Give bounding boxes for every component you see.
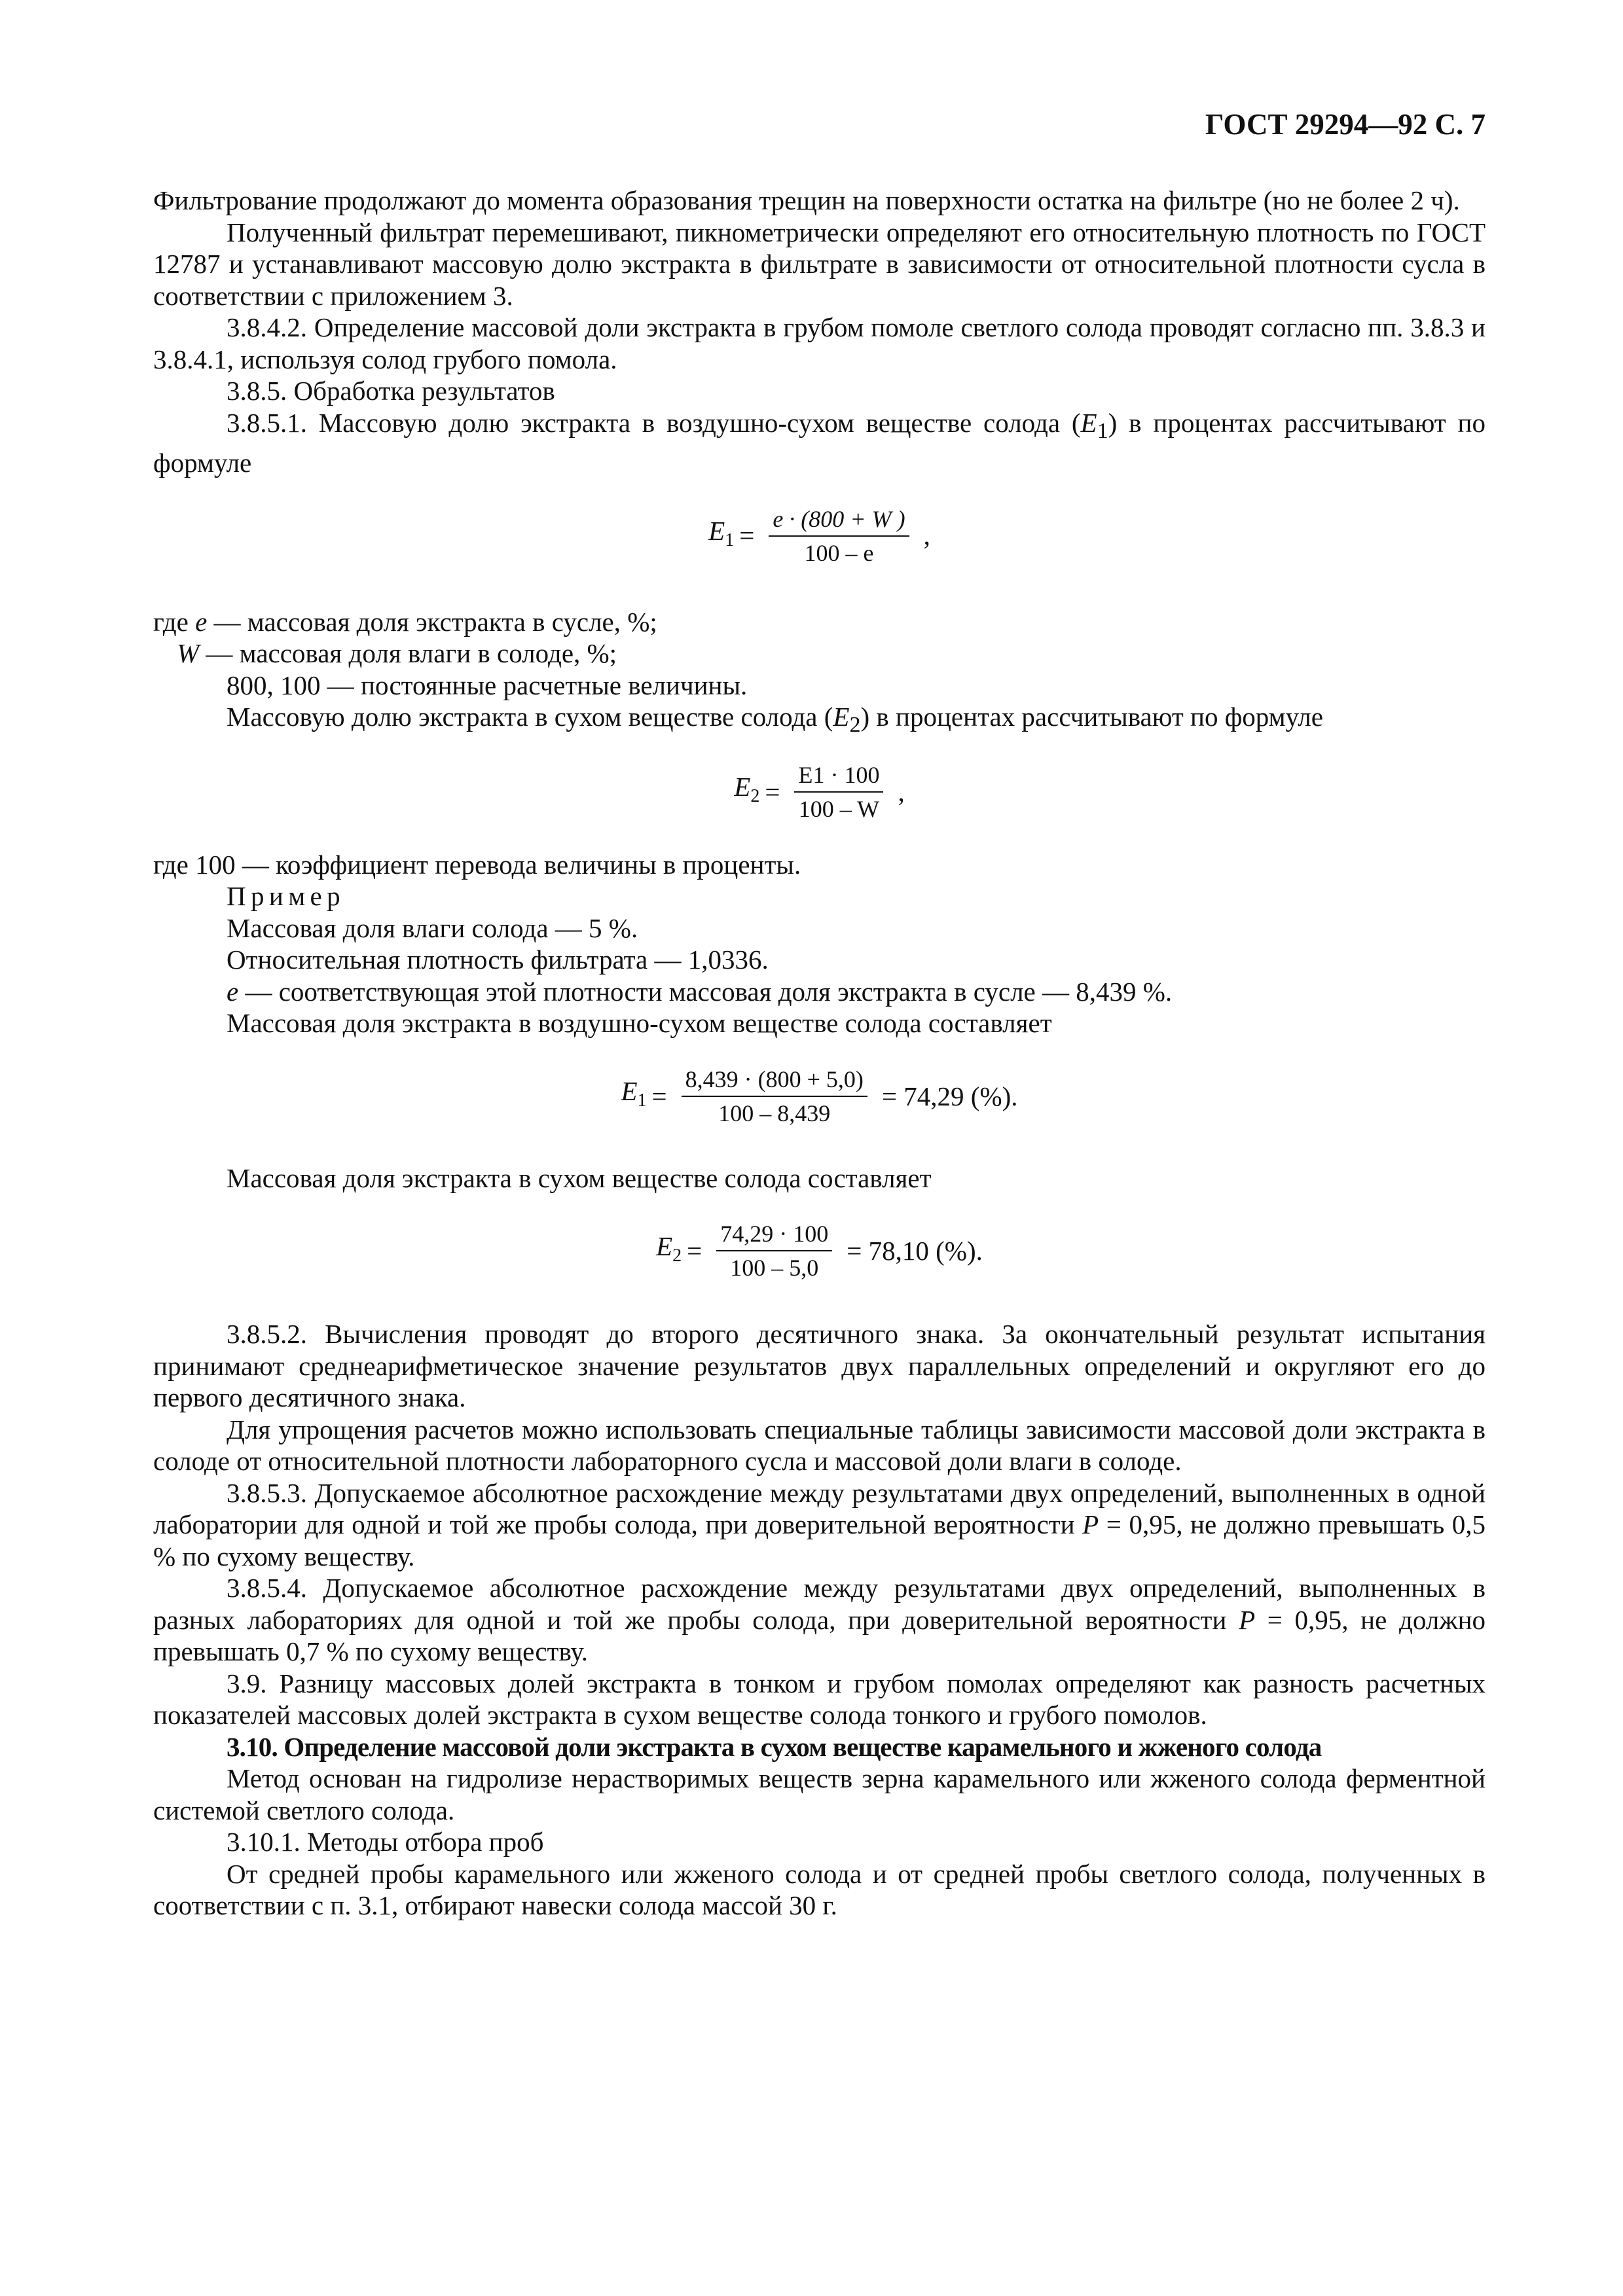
formula-e1-example: $E_1$ = $\frac{8,439 \cdot (800 + 5,0)}{100 - 8,439}$ = 74,29 (%).: [621, 1066, 1018, 1126]
formula-e2: $E_2$ = $\frac{E1 \cdot 100}{100 - W}$ ,: [734, 761, 905, 822]
document-body: [153, 185, 1486, 1922]
numerator: E1 · 100: [794, 761, 883, 793]
paragraph-filtrate: Полученный фильтрат перемешивают, пикнометрически определяют его относительную плотность по ГОСТ 12787 и устанавливают массовую долю экстракта в фильтрате в зависимости от относительной плотности сусла в соответствии с приложением 3.: [153, 217, 1486, 311]
paragraph-samples: От средней пробы карамельного или жженого солода и от средней пробы светлого солода, полученных в соответствии с п. 3.1, отбирают навески солода массой 30 г.: [153, 1858, 1486, 1921]
paragraph-method: Метод основан на гидролизе нерастворимых веществ зерна карамельного или жженого солода ферментной системой светлого солода.: [153, 1763, 1486, 1825]
fraction: [716, 1220, 832, 1282]
paragraph-3-9: 3.9. Разницу массовых долей экстракта в тонком и грубом помолах определяют как разность расчетных показателей массовых долей экстракта в сухом веществе солода тонкого и грубого помолов.: [153, 1668, 1486, 1731]
numerator: 8,439 · (800 + 5,0): [682, 1066, 867, 1097]
formula-lhs: $E_1$: [621, 1076, 647, 1111]
example-density: Относительная плотность фильтрата — 1,0336.: [227, 944, 769, 975]
example-air-dry: Массовая доля экстракта в воздушно-сухом веществе солода составляет: [227, 1008, 1052, 1039]
paragraph-e2-intro: Массовую долю экстракта в сухом веществе солода $(E_2)$ в процентах рассчитывают по формуле: [227, 702, 1323, 738]
paragraph-3-8-5-1: 3.8.5.1. Массовую долю экстракта в воздушно-сухом веществе солода $(E_1)$ в процентах рассчитывают по формуле: [153, 407, 1486, 478]
formula-lhs: $E_1$: [708, 515, 735, 551]
heading-3-10: 3.10. Определение массовой доли экстракта в сухом веществе карамельного и жженого солода: [227, 1731, 1322, 1762]
denominator: 100 – e: [804, 539, 874, 566]
paragraph-filtration: Фильтрование продолжают до момента образования трещин на поверхности остатка на фильтре (но не более 2 ч).: [153, 185, 1460, 215]
denominator: 100 – 5,0: [730, 1255, 819, 1282]
paragraph-3-8-5-3: 3.8.5.3. Допускаемое абсолютное расхождение между результатами двух определений, выполненных в одной лаборатории для одной и той же пробы солода, при доверительной вероятности P = 0,95, не должно превышать 0,5 % по сухому веществу.: [153, 1477, 1486, 1571]
example-moisture: Массовая доля влаги солода — 5 %.: [227, 912, 638, 943]
paragraph-3-10-1: 3.10.1. Методы отбора проб: [227, 1827, 544, 1857]
paragraph-3-8-5-2: 3.8.5.2. Вычисления проводят до второго десятичного знака. За окончательный результат испытания принимают среднеарифметическое значение результатов двух параллельных определений и округляют его до первого десятичного знака.: [153, 1319, 1486, 1413]
fraction: [769, 505, 909, 567]
where-100: где 100 — коэффициент перевода величины в проценты.: [153, 849, 801, 880]
denominator: 100 – 8,439: [718, 1100, 831, 1126]
where-constants: 800, 100 — постоянные расчетные величины.: [227, 670, 748, 700]
example-dry: Массовая доля экстракта в сухом веществе солода составляет: [227, 1162, 932, 1193]
where-e: где e — массовая доля экстракта в сусле, %;: [153, 606, 657, 637]
example-title: Пример: [227, 881, 345, 912]
paragraph-tables: Для упрощения расчетов можно использовать специальные таблицы зависимости массовой доли экстракта в солоде от относительной плотности лабораторного сусла и массовой доли влаги в солоде.: [153, 1414, 1486, 1477]
paragraph-3-8-5-4: 3.8.5.4. Допускаемое абсолютное расхождение между результатами двух определений, выполненных в разных лабораториях для одной и той же пробы солода, при доверительной вероятности P = 0,95, не должно превышать 0,7 % по сухому веществу.: [153, 1573, 1486, 1667]
formula-lhs: $E_2$: [656, 1230, 682, 1266]
formula-lhs: $E_2$: [734, 772, 760, 807]
where-w: W — массовая доля влаги в солоде, %;: [177, 638, 617, 669]
fraction: [794, 761, 883, 823]
denominator: 100 – W: [798, 795, 880, 822]
numerator: 74,29 · 100: [716, 1220, 832, 1251]
fraction: [682, 1066, 867, 1127]
paragraph-3-8-4-2: 3.8.4.2. Определение массовой доли экстракта в грубом помоле светлого солода проводят согласно пп. 3.8.3 и 3.8.4.1, используя солод грубого помола.: [153, 312, 1486, 374]
page-header: ГОСТ 29294—92 С. 7: [1205, 108, 1486, 141]
formula-e2-example: $E_2$ = $\frac{74,29 \cdot 100}{100 - 5,0}$ = 78,10 (%).: [656, 1221, 983, 1282]
formula-e1: $E_1$ = $\frac{e \cdot (800 + W )}{100 - e}$ ,: [708, 505, 930, 566]
example-extract: e — соответствующая этой плотности массовая доля экстракта в сусле — 8,439 %.: [227, 976, 1173, 1007]
paragraph-3-8-5: 3.8.5. Обработка результатов: [227, 376, 555, 406]
numerator: e · (800 + W ): [769, 505, 909, 537]
